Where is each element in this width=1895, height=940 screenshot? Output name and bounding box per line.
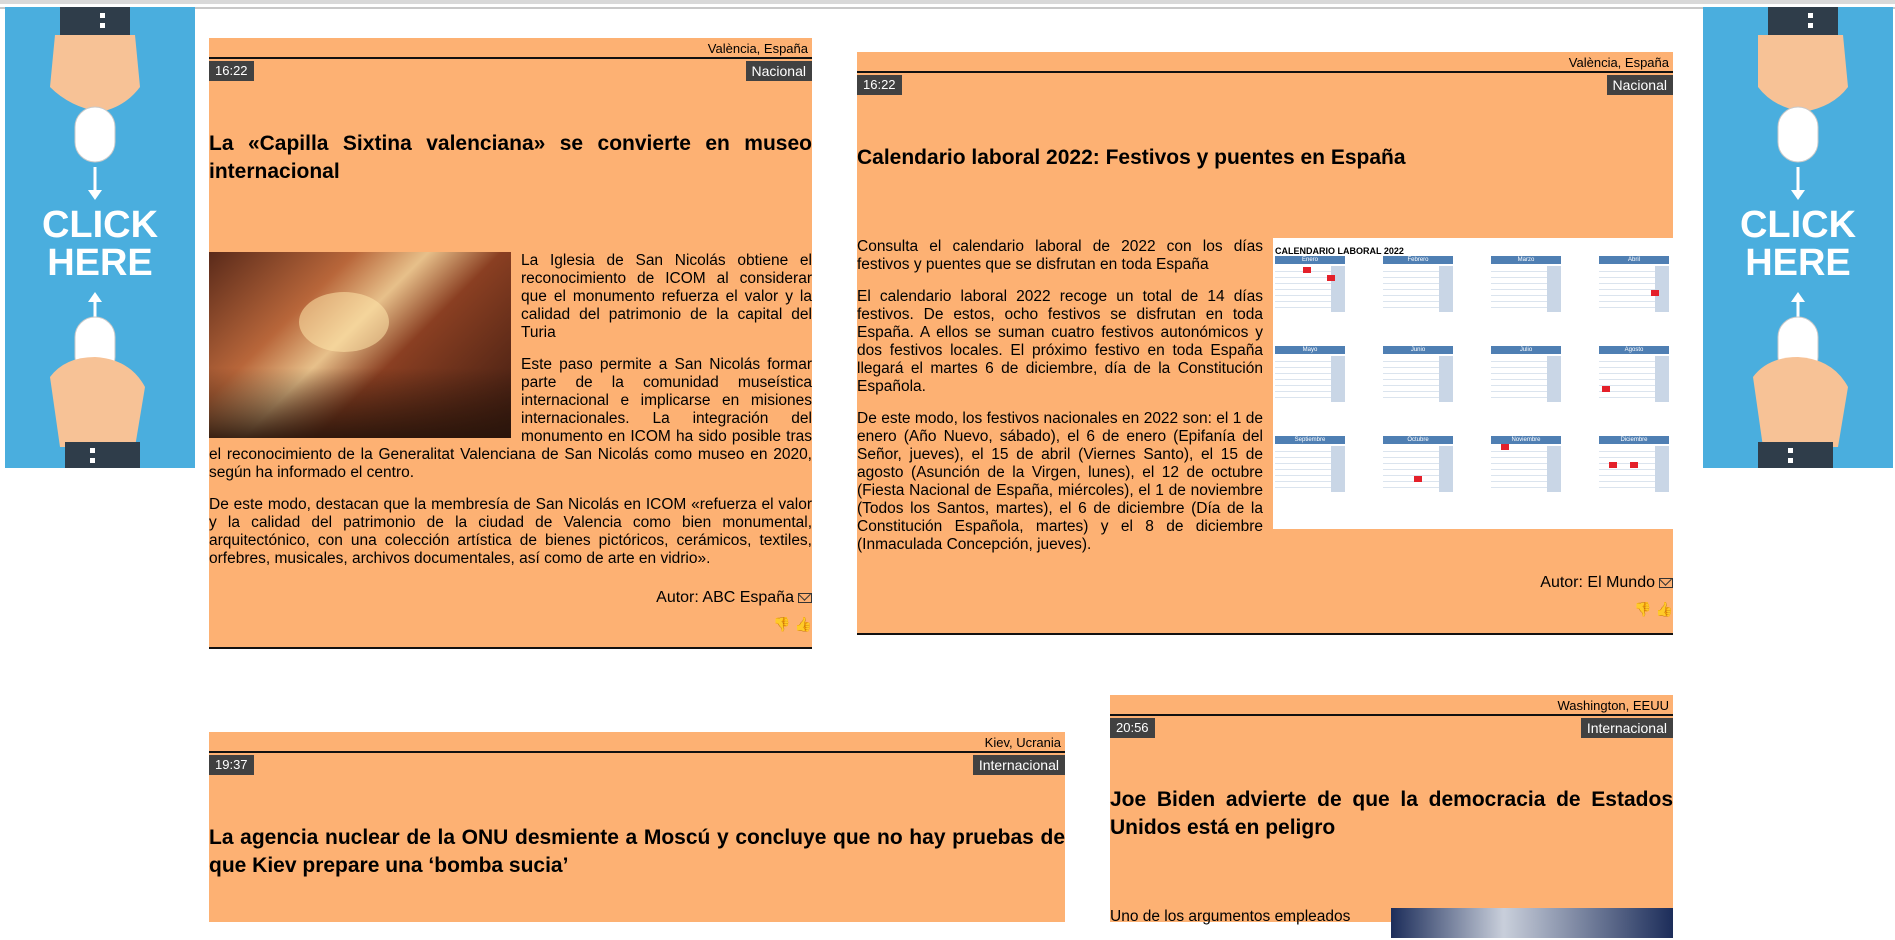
divider	[857, 71, 1673, 73]
calendar-month	[1383, 436, 1453, 494]
article-body	[1110, 908, 1673, 940]
article-body	[857, 238, 1673, 568]
calendar-month	[1383, 346, 1453, 404]
horizontal-scrollbar[interactable]	[0, 0, 1895, 4]
click-here-hand-mouse-icon	[1703, 7, 1893, 468]
article-time: 20:56	[1110, 718, 1155, 738]
calendar-month	[1275, 346, 1345, 404]
article-category[interactable]: Nacional	[1607, 75, 1673, 95]
calendar-holiday-mark	[1630, 462, 1638, 468]
divider	[209, 647, 812, 649]
article-title[interactable]: Calendario laboral 2022: Festivos y puentes en España	[857, 146, 1406, 169]
thumbs-down-icon[interactable]: 👎	[1634, 601, 1652, 617]
calendar-holiday-mark	[1602, 386, 1610, 392]
calendar-holiday-mark	[1414, 476, 1422, 482]
thumbs-down-icon[interactable]: 👎	[773, 616, 791, 632]
calendar-month-name: Septiembre	[1275, 436, 1345, 444]
svg-text:HERE: HERE	[1745, 242, 1851, 284]
thumbs-up-icon[interactable]: 👍	[1655, 601, 1673, 617]
article-category[interactable]: Nacional	[746, 61, 812, 81]
calendar-days-grid	[1383, 356, 1453, 402]
article-time: 16:22	[857, 75, 902, 95]
article-paragraph: De este modo, los festivos nacionales en 2022 son: el 1 de enero (Año Nuevo, sábado), el 6 de enero (Epifanía del Señor, jueves), el 15 de abril (Viernes Santo), el 15 de agosto (Asunción de la Virgen, lunes), el 12 de octubre (Fiesta Nacional de España, miércoles), el 1 de noviembre (Todos los Santos, martes), el 6 de diciembre (Día de la Constitución Española, martes) y el 8 de diciembre (Inmaculada Concepción, jueves).	[857, 410, 1263, 553]
calendar-days-grid	[1275, 446, 1345, 492]
divider	[857, 633, 1673, 635]
vote-buttons	[773, 616, 812, 633]
calendar-month-name: Octubre	[1383, 436, 1453, 444]
news-card-calendario-laboral[interactable]	[857, 52, 1673, 635]
right-advertisement-banner[interactable]	[1703, 7, 1893, 468]
calendar-month	[1599, 256, 1669, 314]
article-location: Washington, EEUU	[1557, 698, 1669, 713]
browser-top-edge	[0, 0, 1895, 9]
author-name: Autor: ABC España	[656, 589, 794, 606]
calendar-days-grid	[1491, 356, 1561, 402]
calendar-month	[1275, 436, 1345, 494]
calendar-month	[1491, 346, 1561, 404]
svg-text:CLICK: CLICK	[1739, 204, 1857, 246]
calendar-days-grid	[1599, 266, 1669, 312]
article-title[interactable]: La agencia nuclear de la ONU desmiente a Moscú y concluye que no hay pruebas de que Kiev prepare una ‘bomba sucia’	[209, 826, 1065, 877]
article-location: Kiev, Ucrania	[984, 735, 1061, 750]
calendar-holiday-mark	[1303, 267, 1311, 273]
calendar-holiday-mark	[1327, 275, 1335, 281]
article-title[interactable]: Joe Biden advierte de que la democracia de Estados Unidos está en peligro	[1110, 788, 1673, 839]
article-paragraph: La Iglesia de San Nicolás obtiene el reconocimiento de ICOM al considerar que el monumento refuerza el valor y la calidad del patrimonio de la capital del Turia	[521, 252, 812, 341]
calendar-month-name: Enero	[1275, 256, 1345, 264]
article-paragraph: Este paso permite a San Nicolás formar parte de la comunidad museística internacional e implicarse en misiones internacionales. La integración del monumento en ICOM ha sido posible tras el reconocimiento de la Generalitat Valenciana de San Nicolás como museo en 2020, según ha informado el centro.	[209, 356, 812, 481]
article-time: 16:22	[209, 61, 254, 81]
church-fresco-image[interactable]	[209, 252, 511, 438]
article-paragraph: De este modo, destacan que la membresía de San Nicolás en ICOM «refuerza el valor y la calidad del patrimonio de la ciudad de Valencia como bien monumental, arquitectónico, con una colección artística de bienes pictóricos, cerámicos, textiles, orfebres, musicales, archivos documentales, así como de arte en vidrio».	[209, 496, 812, 567]
calendar-days-grid	[1491, 446, 1561, 492]
svg-text:CLICK: CLICK	[41, 204, 159, 246]
calendar-month-name: Mayo	[1275, 346, 1345, 354]
calendar-month	[1275, 256, 1345, 314]
calendar-month-name: Junio	[1383, 346, 1453, 354]
article-author[interactable]	[1540, 574, 1673, 592]
calendar-month	[1491, 256, 1561, 314]
calendar-month-name: Abril	[1599, 256, 1669, 264]
calendar-month	[1383, 256, 1453, 314]
divider	[209, 57, 812, 59]
calendar-month-name: Noviembre	[1491, 436, 1561, 444]
calendar-days-grid	[1275, 356, 1345, 402]
calendar-days-grid	[1383, 446, 1453, 492]
article-title[interactable]: La «Capilla Sixtina valenciana» se convierte en museo internacional	[209, 132, 812, 183]
calendar-month	[1599, 346, 1669, 404]
click-here-hand-mouse-icon	[5, 7, 195, 468]
article-time: 19:37	[209, 755, 254, 775]
calendar-holiday-mark	[1501, 444, 1509, 450]
envelope-icon[interactable]	[1659, 578, 1673, 588]
calendar-month	[1599, 436, 1669, 494]
envelope-icon[interactable]	[798, 593, 812, 603]
calendar-month-name: Febrero	[1383, 256, 1453, 264]
thumbs-up-icon[interactable]: 👍	[794, 616, 812, 632]
calendar-2022-image[interactable]	[1273, 238, 1673, 529]
news-card-capilla-sixtina[interactable]	[209, 38, 812, 649]
divider	[209, 751, 1065, 753]
vote-buttons	[1634, 601, 1673, 618]
calendar-month-name: Diciembre	[1599, 436, 1669, 444]
calendar-days-grid	[1599, 446, 1669, 492]
biden-photo[interactable]	[1391, 908, 1673, 938]
left-advertisement-banner[interactable]	[5, 7, 195, 468]
calendar-month-name: Julio	[1491, 346, 1561, 354]
news-card-agencia-nuclear[interactable]	[209, 732, 1065, 922]
article-paragraph: El calendario laboral 2022 recoge un total de 14 días festivos. De estos, ocho festivos se disfrutan en toda España. A ellos se suman cuatro festivos autonómicos y dos festivos locales. El próximo festivo en toda España llegará el martes 6 de diciembre, día de la Constitución Española.	[857, 288, 1263, 395]
svg-text:HERE: HERE	[47, 242, 153, 284]
article-category[interactable]: Internacional	[973, 755, 1065, 775]
author-name: Autor: El Mundo	[1540, 574, 1655, 591]
calendar-days-grid	[1491, 266, 1561, 312]
calendar-holiday-mark	[1651, 290, 1659, 296]
calendar-days-grid	[1383, 266, 1453, 312]
article-category[interactable]: Internacional	[1581, 718, 1673, 738]
calendar-title: CALENDARIO LABORAL 2022	[1275, 246, 1404, 256]
article-author[interactable]	[656, 589, 812, 607]
divider	[1110, 714, 1673, 716]
article-location: València, España	[707, 41, 808, 56]
calendar-month-name: Marzo	[1491, 256, 1561, 264]
article-paragraph: Consulta el calendario laboral de 2022 con los días festivos y puentes que se disfrutan en toda España	[857, 238, 1263, 273]
article-body	[209, 252, 812, 582]
calendar-days-grid	[1599, 356, 1669, 402]
article-paragraph: Uno de los argumentos empleados	[1110, 908, 1351, 925]
news-card-joe-biden[interactable]	[1110, 695, 1673, 925]
article-location: València, España	[1568, 55, 1669, 70]
calendar-month	[1491, 436, 1561, 494]
calendar-month-name: Agosto	[1599, 346, 1669, 354]
calendar-holiday-mark	[1609, 462, 1617, 468]
